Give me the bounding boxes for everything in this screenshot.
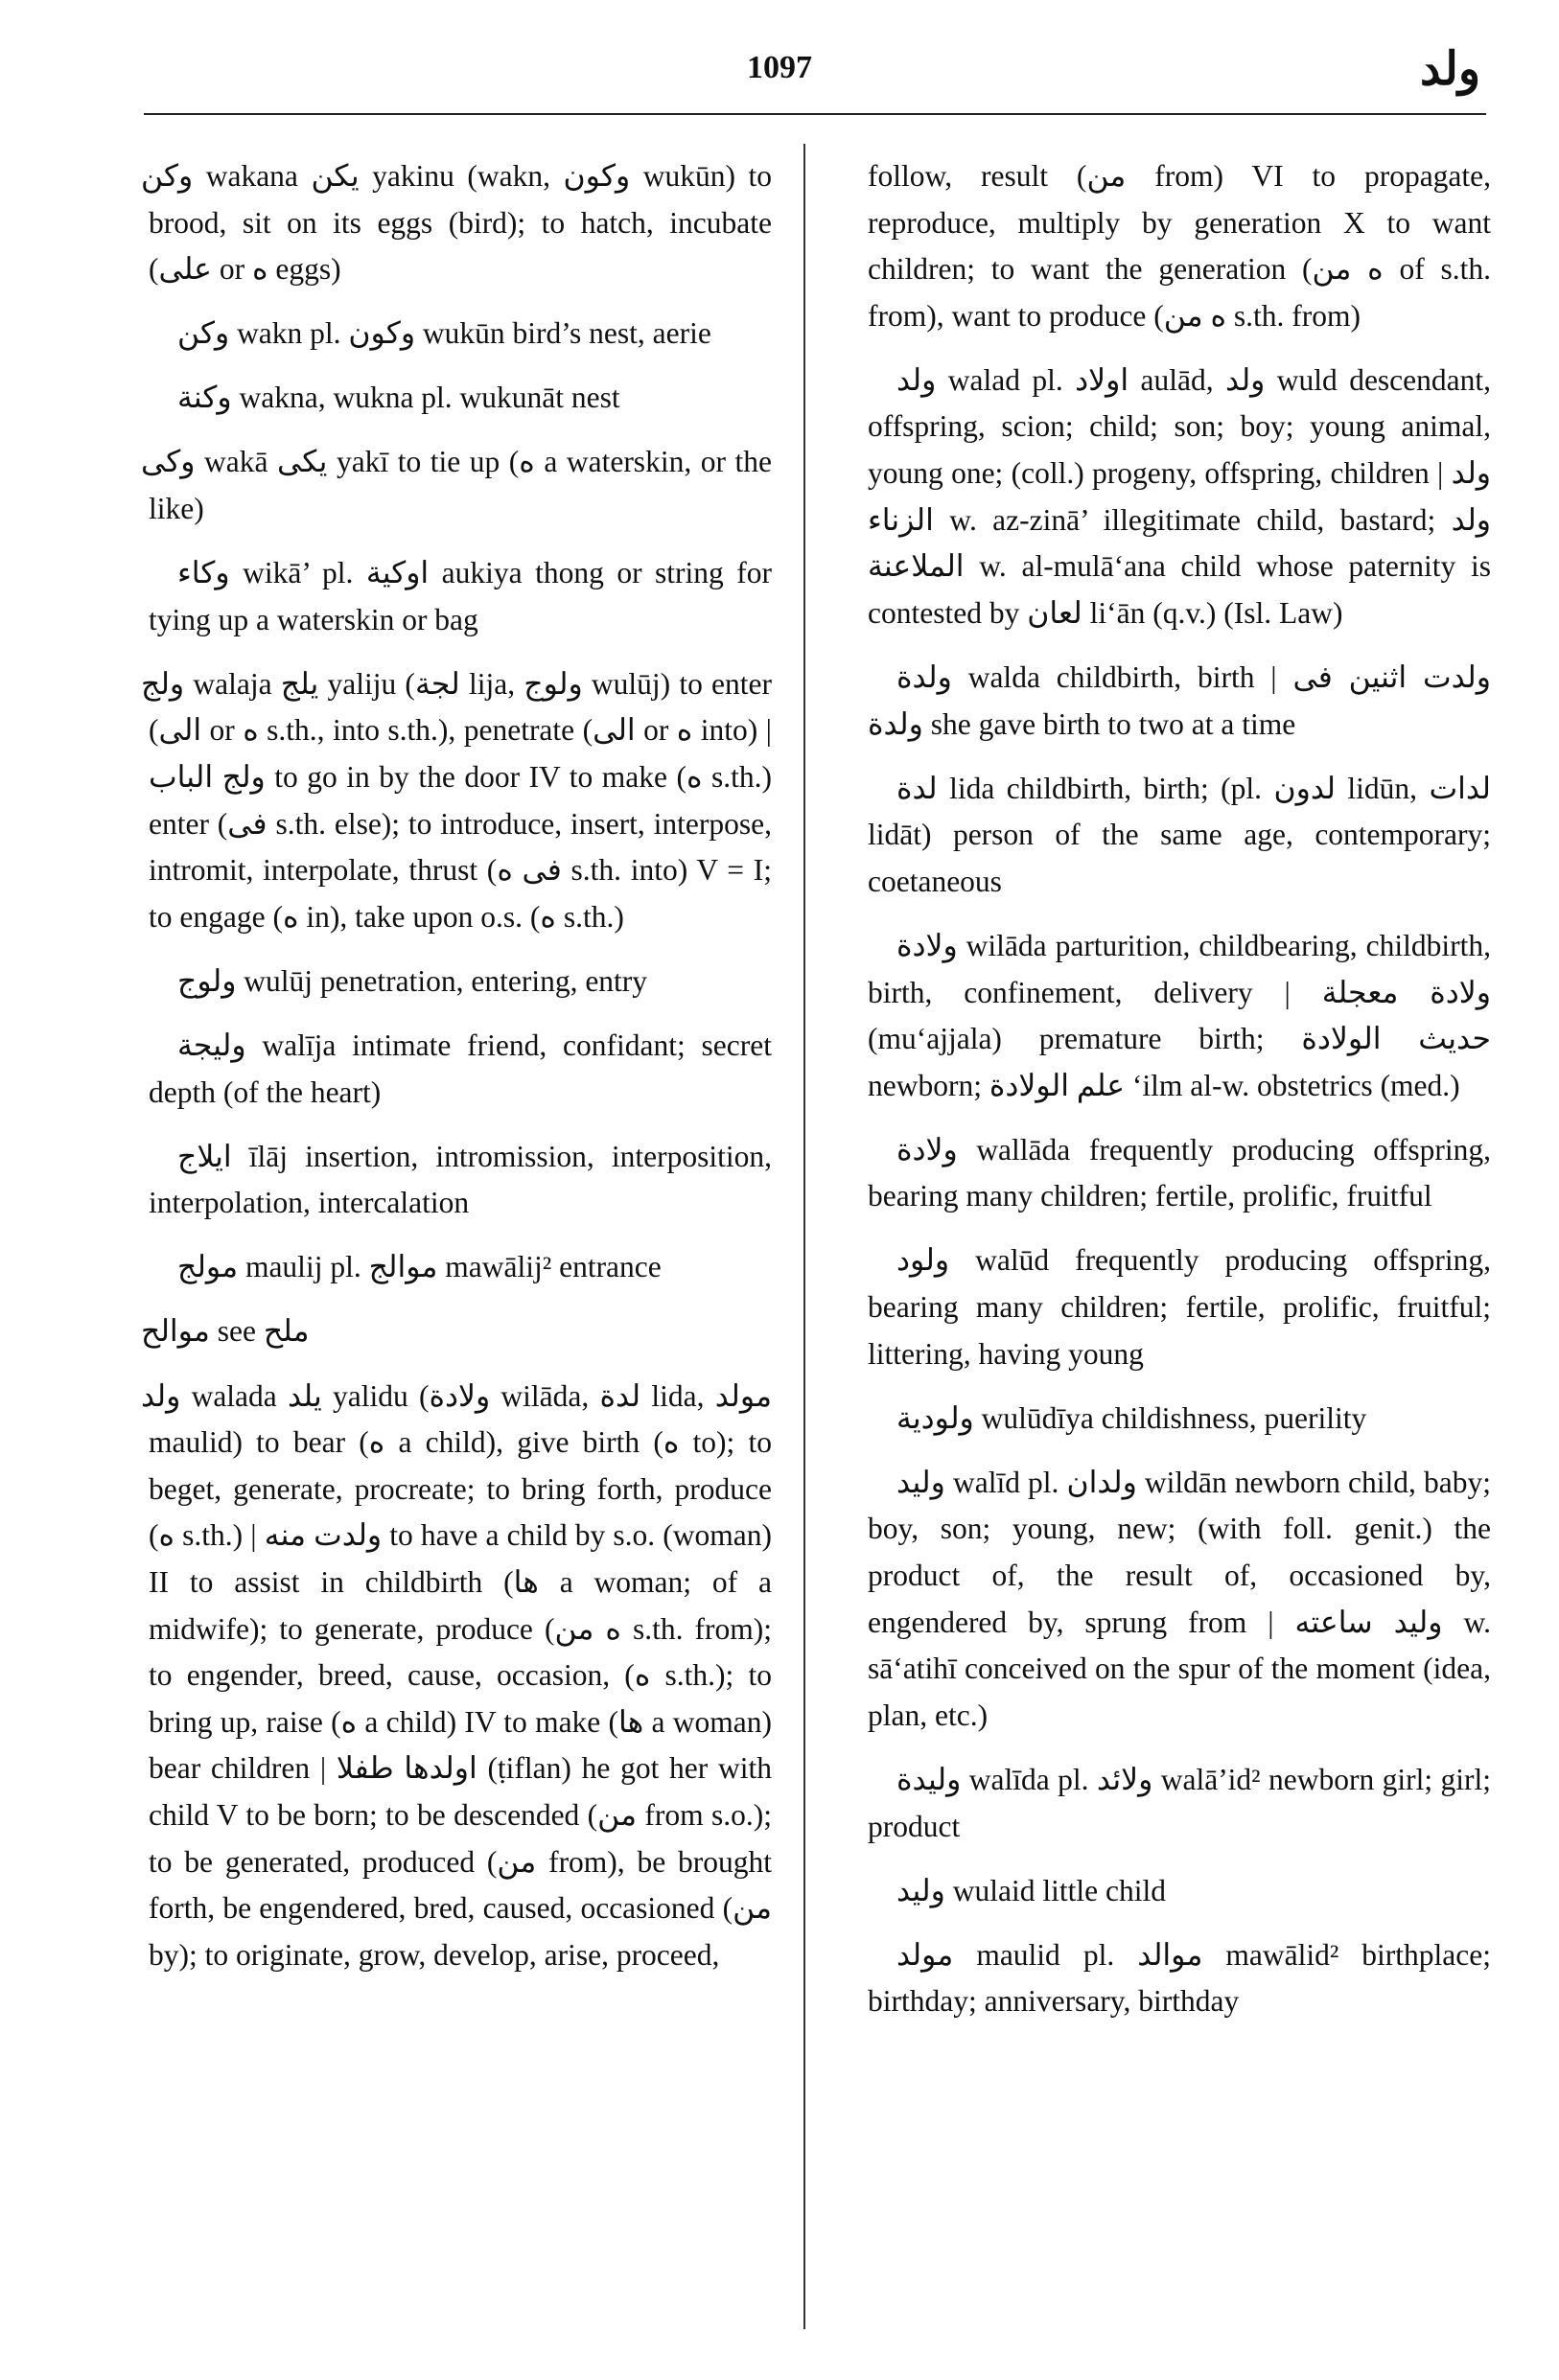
running-head: ولد <box>1420 44 1480 95</box>
entry-walida: وليدة walīda pl. ولائد walā’id² newborn girl; girl; product <box>868 1762 1491 1843</box>
entry-walud: ولود walūd frequently producing offspring, bearing many children; fertile, prolific, fruitful; littering, having young <box>868 1243 1491 1371</box>
entry-walaja: ولج walaja يلج yaliju (لجة lija, ولوج wulūj) to enter (الى or ه s.th., into s.th.), penetrate (الى or ه into) | ولج الباب to go in by the door IV to make (ه s.th.) enter (فى s.th. else); to introduce, insert, interpose, intromit, interpolate, thrust (فى ه s.th. into) V = I; to engage (ه in), take upon o.s. (ه s.th.) <box>141 666 773 934</box>
entry-walad: ولد walad pl. اولاد aulād, ولد wuld descendant, offspring, scion; child; son; boy; young animal, young one; (coll.) progeny, offspring, children | ولد الزناء w. az-zinā’ illegitimate child, bastard; ولد الملاعنة w. al-mulā‘ana child whose paternity is contested by لعان li‘ān (q.v.) (Isl. Law) <box>868 362 1491 630</box>
header-rule <box>144 113 1486 115</box>
entry-wallada: ولادة wallāda frequently producing offspring, bearing many children; fertile, prolific, fruitful <box>868 1132 1491 1213</box>
entry-wulaid: وليد wulaid little child <box>896 1873 1166 1907</box>
entry-wuludiya: ولودية wulūdīya childishness, puerility <box>896 1400 1367 1435</box>
entry-wika: وكاء wikā’ pl. اوكية aukiya thong or string for tying up a waterskin or bag <box>149 556 773 636</box>
entry-wakna: وكنة wakna, wukna pl. wukunāt nest <box>177 381 620 415</box>
left-column <box>141 153 773 1997</box>
entry-wilada: ولادة wilāda parturition, childbearing, childbirth, birth, confinement, delivery | ولادة معجلة (mu‘ajjala) premature birth; حديث الولادة newborn; علم الولادة ‘ilm al-w. obstetrics (med.) <box>868 928 1491 1102</box>
entry-walija: وليجة walīja intimate friend, confidant; secret depth (of the heart) <box>149 1028 772 1109</box>
entry-maulid: مولد maulid pl. موالد mawālid² birthplace; birthday; anniversary, birthday <box>868 1937 1491 2019</box>
entry-wuluj: ولوج wulūj penetration, entering, entry <box>177 963 648 998</box>
column-rule <box>803 144 805 2329</box>
entry-walid: وليد walīd pl. ولدان wildān newborn child, baby; boy, son; young, new; (with foll. genit.) the product of, the result of, occasioned by, engendered by, sprung from | وليد ساعته w. sā‘atihī conceived on the spur of the moment (idea, plan, etc.) <box>868 1465 1492 1732</box>
entry-wakana: وكن wakana يكن yakinu (wakn, وكون wukūn) to brood, sit on its eggs (bird); to hatch, incubate (على or ه eggs) <box>141 159 772 287</box>
entry-maulij: مولج maulij pl. موالج mawālij² entrance <box>177 1250 662 1284</box>
entry-ilaj: ايلاج īlāj insertion, intromission, interposition, interpolation, intercalation <box>149 1139 772 1220</box>
page-number: 1097 <box>747 50 812 85</box>
entry-see-reference: موالح see ملح <box>141 1314 310 1349</box>
entry-walda: ولدة walda childbirth, birth | ولدت اثنين فى ولدة she gave birth to two at a time <box>868 659 1491 741</box>
entry-walada: ولد walada يلد yalidu (ولادة wilāda, لدة lida, مولد maulid) to bear (ه a child), give birth (ه to); to beget, generate, procreate; to bring forth, produce (ه s.th.) | ولدت منه to have a child by s.o. (woman) II to assist in childbirth (ها a woman; of a midwife); to generate, produce (ه من s.th. from); to engender, breed, cause, occasion, (ه s.th.); to bring up, raise (ه a child) IV to make (ها a woman) bear children | اولدها طفلا (ṭiflan) he got her with child V to be born; to be descended (من from s.o.); to be generated, produced (من from), be brought forth, be engendered, bred, caused, occasioned (من by); to originate, grow, develop, arise, proceed, <box>141 1378 773 1972</box>
entry-walada-continued: follow, result (من from) VI to propagate, reproduce, multiply by generation X to want children; to want the generation (ه من of s.th. from), want to produce (ه من s.th. from) <box>868 159 1492 333</box>
entry-waka: وكى wakā يكى yakī to tie up (ه a waterskin, or the like) <box>141 445 772 526</box>
entry-wakn: وكن wakn pl. وكون wukūn bird’s nest, aerie <box>177 316 711 351</box>
right-column <box>868 153 1491 2043</box>
entry-lida: لدة lida childbirth, birth; (pl. لدون lidūn, لدات lidāt) person of the same age, contemporary; coetaneous <box>868 771 1491 898</box>
